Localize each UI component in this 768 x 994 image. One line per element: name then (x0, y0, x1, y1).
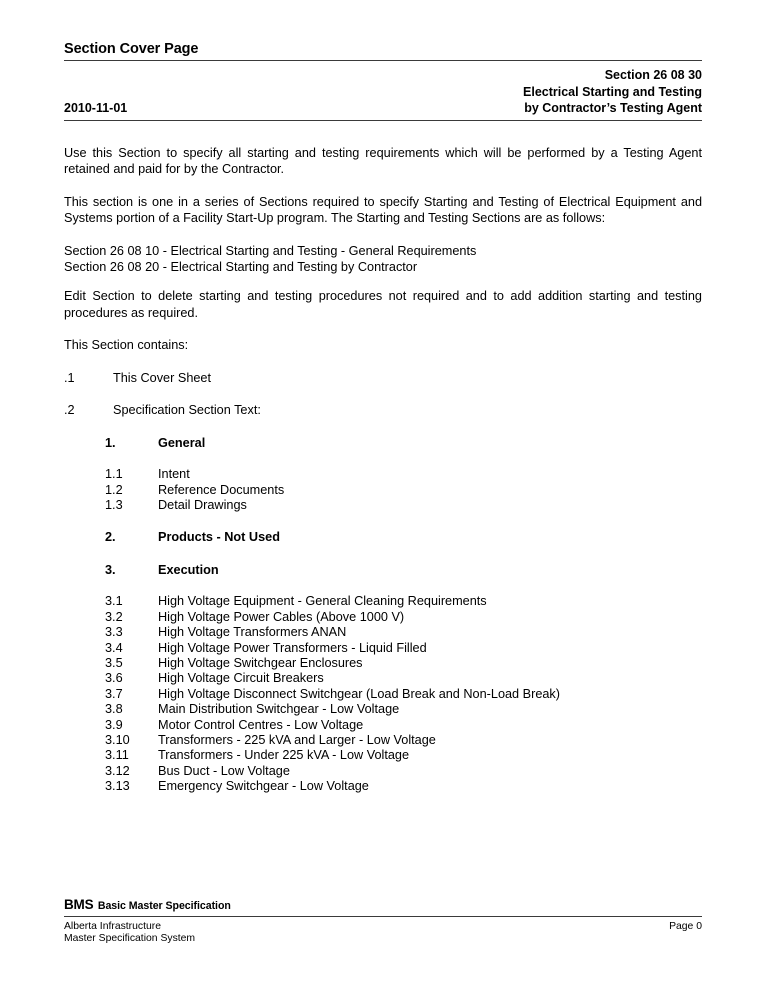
item-number: 3.9 (105, 717, 123, 732)
series-paragraph: This section is one in a series of Sections required to specify Starting and Testing of Electrical Equipment and Systems portion of a Facility Start-Up program. The Starting and Testing Sections are as follows: (64, 194, 702, 225)
item-label: Specification Section Text: (113, 403, 261, 418)
part-title: General (158, 435, 206, 450)
brand-abbreviation: BMS (64, 896, 94, 912)
section-title-line-1: Electrical Starting and Testing (523, 84, 702, 99)
edit-instruction-paragraph: Edit Section to delete starting and testing procedures not required and to add addition starting and testing procedures as required. (64, 289, 702, 320)
outline-part-1-heading (105, 435, 702, 452)
page-footer (64, 897, 702, 946)
outline-item (105, 687, 702, 702)
outline-item (105, 625, 702, 640)
item-number: 3.6 (105, 671, 123, 686)
outline-item (105, 610, 702, 625)
outline-item (105, 733, 702, 748)
part-number: 2. (105, 530, 116, 545)
item-label: Motor Control Centres - Low Voltage (158, 717, 364, 732)
item-number: 3.3 (105, 625, 123, 640)
item-label: Emergency Switchgear - Low Voltage (158, 779, 369, 794)
header-bottom-divider (64, 120, 702, 121)
item-number: 3.12 (105, 763, 130, 778)
outline-part-3-heading (105, 562, 702, 579)
outline-item (105, 498, 702, 513)
item-number: 3.8 (105, 702, 123, 717)
outline-part-3-items (105, 594, 702, 794)
document-date: 2010-11-01 (64, 100, 128, 115)
item-number: 1.3 (105, 498, 123, 512)
specification-outline (105, 435, 702, 795)
specification-system-name: Master Specification System (64, 933, 196, 945)
item-number: .2 (64, 403, 75, 418)
organization-name: Alberta Infrastructure (64, 920, 162, 932)
part-number: 1. (105, 435, 116, 450)
item-label: High Voltage Power Transformers - Liquid Filled (158, 640, 427, 655)
footer-info-row (64, 917, 702, 946)
contains-item-2 (64, 402, 702, 419)
item-number: 3.7 (105, 686, 123, 701)
outline-item (105, 718, 702, 733)
item-number: 3.11 (105, 748, 129, 763)
item-number: 3.4 (105, 640, 123, 655)
item-label: High Voltage Disconnect Switchgear (Load Break and Non-Load Break) (158, 686, 561, 701)
section-number: Section 26 08 30 (604, 68, 702, 82)
page-title: Section Cover Page (64, 41, 199, 57)
outline-item (105, 656, 702, 671)
item-number: 1.1 (105, 467, 123, 482)
footer-brand (64, 897, 702, 916)
item-label: High Voltage Circuit Breakers (158, 671, 324, 686)
outline-item (105, 594, 702, 609)
outline-item (105, 641, 702, 656)
page-number: Page 0 (669, 920, 702, 932)
section-title-line-2: by Contractor’s Testing Agent (524, 101, 702, 115)
outline-item (105, 671, 702, 686)
part-title: Execution (158, 562, 219, 577)
brand-full-name: Basic Master Specification (97, 899, 231, 912)
part-title: Products - Not Used (158, 530, 280, 545)
item-label: High Voltage Equipment - General Cleaning Requirements (158, 594, 487, 609)
outline-item (105, 764, 702, 779)
item-label: Detail Drawings (158, 498, 247, 512)
document-body (64, 145, 702, 795)
outline-item (105, 748, 702, 763)
item-label: Reference Documents (158, 482, 285, 497)
outline-item (105, 483, 702, 498)
item-number: 3.13 (105, 779, 130, 794)
item-number: 3.10 (105, 733, 130, 748)
intro-paragraph: Use this Section to specify all starting and testing requirements which will be performed by a Testing Agent retained and paid for by the Contractor. (64, 145, 702, 176)
item-label: This Cover Sheet (113, 370, 212, 385)
part-number: 3. (105, 562, 116, 577)
header-info-block (64, 61, 702, 120)
related-section-item: Section 26 08 20 - Electrical Starting and Testing by Contractor (64, 260, 418, 274)
outline-item (105, 779, 702, 794)
item-label: High Voltage Power Cables (Above 1000 V) (158, 609, 405, 624)
page-header (64, 40, 702, 121)
item-label: Main Distribution Switchgear - Low Voltage (158, 702, 400, 717)
related-section-item: Section 26 08 10 - Electrical Starting and Testing - General Requirements (64, 243, 477, 258)
contains-item-1 (64, 370, 702, 387)
outline-part-1-items (105, 467, 702, 513)
section-identification (523, 67, 702, 117)
outline-item (105, 467, 702, 482)
item-number: 1.2 (105, 482, 123, 497)
item-label: Transformers - 225 kVA and Larger - Low Voltage (158, 733, 436, 748)
item-number: 3.2 (105, 609, 123, 624)
item-number: 3.5 (105, 656, 123, 671)
footer-organization (64, 921, 195, 946)
item-label: High Voltage Switchgear Enclosures (158, 656, 363, 671)
item-number: 3.1 (105, 594, 123, 609)
contains-intro: This Section contains: (64, 338, 189, 353)
item-label: Bus Duct - Low Voltage (158, 763, 290, 778)
outline-item (105, 702, 702, 717)
document-content (64, 40, 702, 811)
outline-part-2-heading (105, 529, 702, 546)
item-label: High Voltage Transformers ANAN (158, 625, 347, 640)
item-label: Intent (158, 467, 190, 482)
item-number: .1 (64, 370, 75, 385)
item-label: Transformers - Under 225 kVA - Low Voltage (158, 748, 410, 763)
